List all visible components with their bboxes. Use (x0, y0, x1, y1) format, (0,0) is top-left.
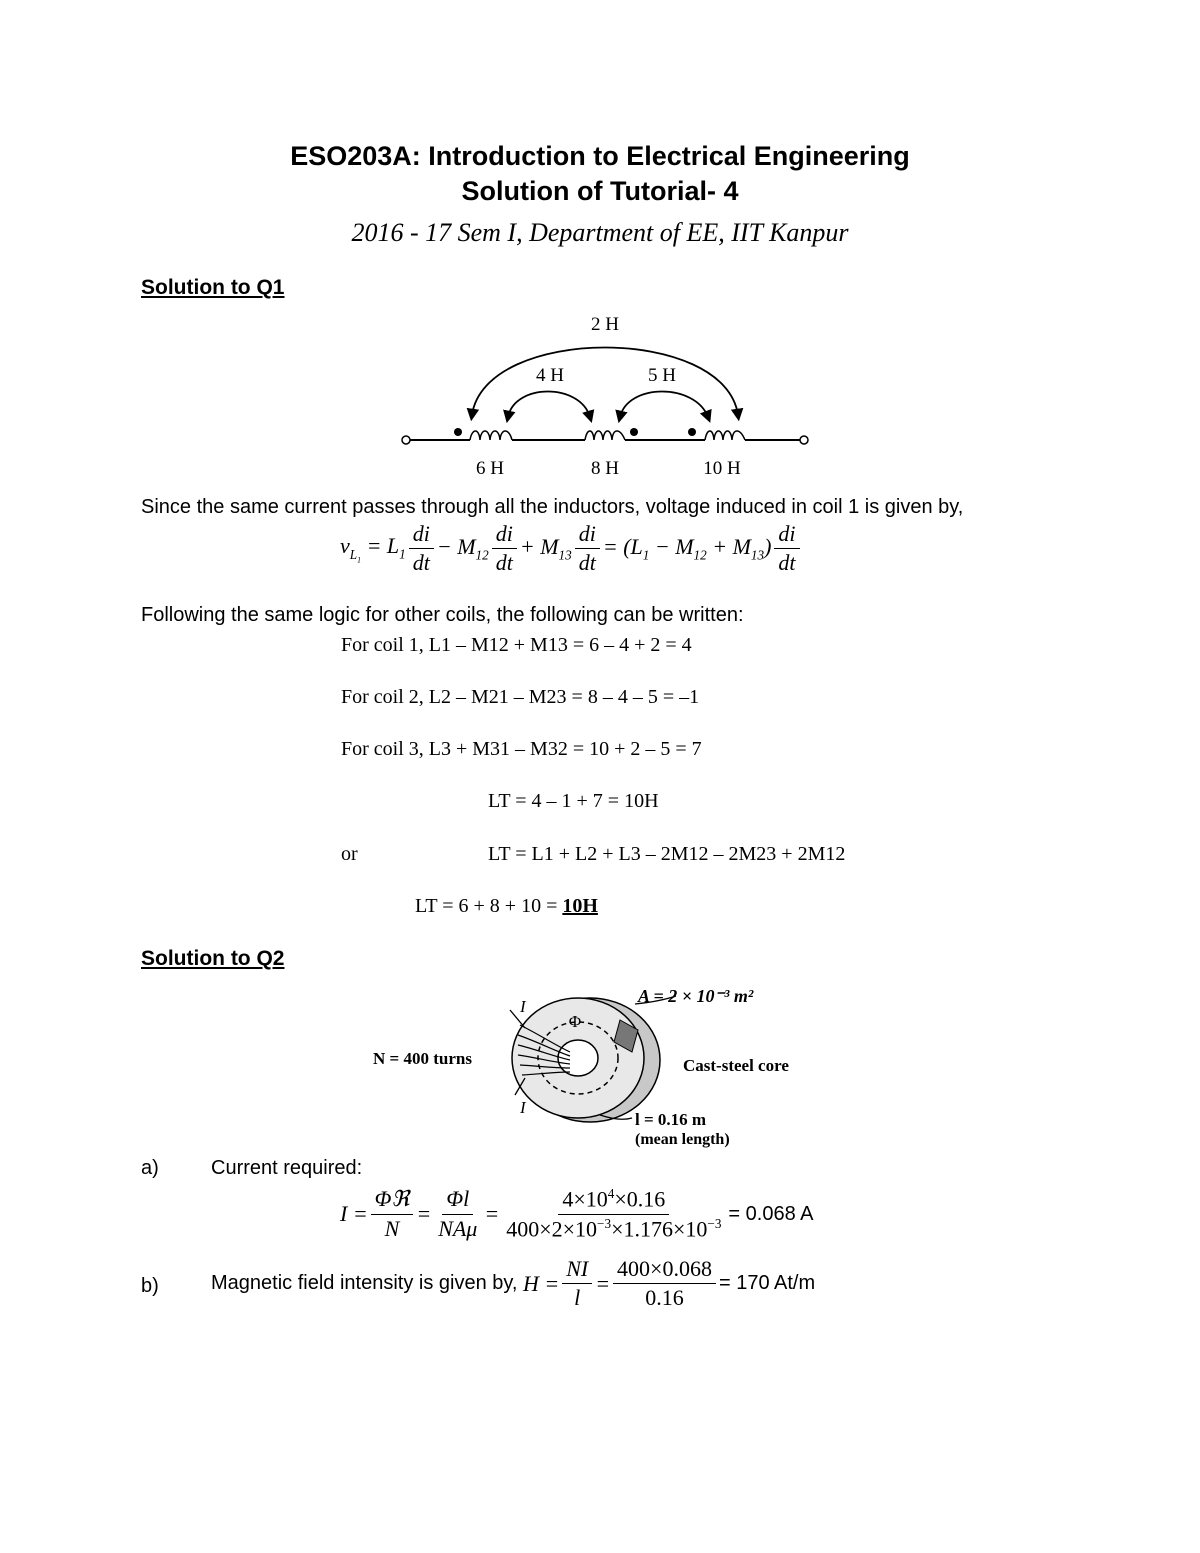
field-intensity-equation: Magnetic field intensity is given by, H = $\frac{NI}{l}$ = $\frac{400\times 0.068}{0.16}$ = 170 At/m (211, 1256, 816, 1311)
q1-following-text: Following the same logic for other coils, the following can be written: (141, 604, 744, 626)
lt-final-value: 10H (562, 895, 598, 917)
inductor-3 (705, 431, 745, 440)
l3-label: 10 H (703, 458, 741, 479)
voltage-equation: $v_{L_1} = L_1$ $\frac{di}{dt}$ − $M_{12}$ $\frac{di}{dt}$ + $M_{13}$ $\frac{di}{dt}$ = $(L_1 - M_{12} + M_{13})$ $\frac{di}{dt}$ (340, 522, 803, 575)
or-label: or (341, 843, 358, 865)
part-b-text: Magnetic field intensity is given by, (211, 1272, 518, 1295)
polarity-dot-2 (630, 428, 638, 436)
course-info: 2016 - 17 Sem I, Department of EE, IIT Kanpur (351, 218, 849, 247)
l1-label: 6 H (476, 458, 504, 479)
inductor-2 (585, 431, 625, 440)
part-a-label: a) (141, 1157, 159, 1179)
coupled-inductors-circuit (390, 305, 820, 480)
lt-final-prefix: LT = 6 + 8 + 10 = (415, 895, 563, 917)
part-b-label: b) (141, 1275, 159, 1297)
m12-label: 4 H (536, 365, 564, 386)
inductor-1 (470, 431, 512, 440)
coil2-equation: For coil 2, L2 – M21 – M23 = 8 – 4 – 5 = –1 (341, 686, 700, 708)
toroid-figure (370, 980, 820, 1150)
field-result: = 170 At/m (718, 1272, 816, 1295)
coil3-equation: For coil 3, L3 + M31 – M32 = 10 + 2 – 5 = 7 (341, 738, 702, 760)
current-out-label: I (520, 1098, 526, 1117)
part-a-text: Current required: (211, 1157, 363, 1179)
length-label: l = 0.16 m (635, 1110, 707, 1129)
polarity-dot-1 (454, 428, 462, 436)
current-in-label: I (520, 997, 526, 1016)
q1-intro-text: Since the same current passes through all the inductors, voltage induced in coil 1 is given by, (141, 496, 964, 518)
m23-label: 5 H (648, 365, 676, 386)
page-subtitle: Solution of Tutorial- 4 (461, 176, 739, 206)
terminal-right (800, 436, 808, 444)
coupling-arrow-m13 (472, 348, 738, 416)
lt-sum-equation: LT = 4 – 1 + 7 = 10H (488, 790, 659, 812)
flux-label: Φ (568, 1012, 582, 1031)
q2-heading: Solution to Q2 (141, 947, 285, 970)
area-label: A = 2 × 10⁻³ m² (638, 986, 754, 1006)
lt-final-equation (415, 895, 598, 918)
polarity-dot-3 (688, 428, 696, 436)
current-result: = 0.068 A (728, 1202, 814, 1225)
q1-heading: Solution to Q1 (141, 276, 285, 299)
coil1-equation: For coil 1, L1 – M12 + M13 = 6 – 4 + 2 = 4 (341, 634, 692, 656)
current-equation: I = $\frac{\text{Φℜ}}{N}$ = $\frac{\Phi l}{\text{NAμ}}$ = $\frac{4\times 10^4\times 0.16}{400\times 2\times 10^{-3}\times 1.176\times 10^{-3}}$ = 0.068 A (340, 1186, 814, 1241)
lt-formula-equation: LT = L1 + L2 + L3 – 2M12 – 2M23 + 2M12 (488, 843, 846, 865)
core-label: Cast-steel core (683, 1056, 789, 1075)
turns-label: N = 400 turns (373, 1049, 472, 1068)
coupling-arrow-m12 (508, 392, 590, 418)
terminal-left (402, 436, 410, 444)
l2-label: 8 H (591, 458, 619, 479)
page-title: ESO203A: Introduction to Electrical Engineering (290, 141, 910, 171)
mean-length-label: (mean length) (635, 1131, 730, 1148)
coupling-arrow-m23 (620, 392, 708, 418)
m13-label: 2 H (591, 314, 619, 335)
